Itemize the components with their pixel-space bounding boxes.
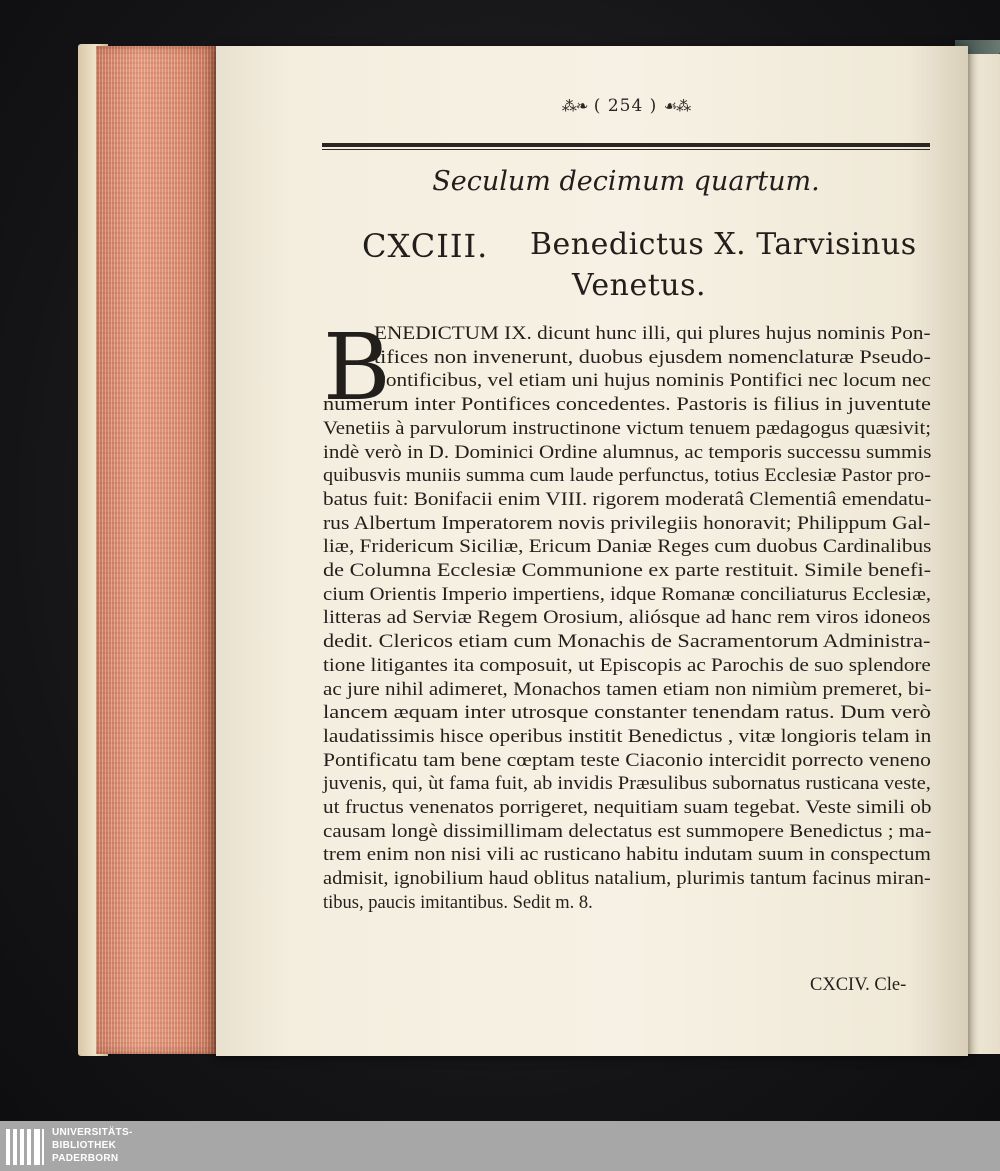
text-line: tione litigantes ita composuit, ut Episcopis ac Parochis de suo splendore	[323, 655, 931, 676]
ornament-right-icon: ☙⁂	[663, 97, 691, 115]
text-line: causam longè dissimillimam delectatus est summopere Benedictus ; ma-	[323, 821, 932, 842]
text-line: ENEDICTUM IX. dicunt hunc illi, qui plures hujus nominis Pon-	[374, 324, 931, 344]
text-line: cium Orientis Imperio impertiens, idque Romanæ conciliaturus Ecclesiæ,	[323, 584, 932, 605]
text-line: dedit. Clericos etiam cum Monachis de Sacramentorum Administra-	[323, 632, 931, 653]
text-line: numerum inter Pontifices concedentes. Pastoris is filius in juventute	[323, 395, 931, 416]
text-line: laudatissimis hisce operibus institit Benedictus , vitæ longioris telam in	[323, 726, 932, 747]
text-line: Pontificibus, vel etiam uni hujus nominis Pontifici nec locum nec	[374, 371, 932, 392]
drop-cap: B	[323, 314, 391, 421]
header-rule-thick	[322, 143, 930, 147]
library-name	[52, 1126, 133, 1165]
text-line: quibusvis muniis summa cum laude perfunctus, totius Ecclesiæ Pastor pro-	[323, 466, 931, 487]
text-line: lancem æquam inter utrosque constanter tenendam ratus. Dum verò	[323, 703, 931, 724]
chapter-title-line-1: Benedictus X. Tarvisinus	[530, 227, 917, 262]
text-line: tibus, paucis imitantibus. Sedit m. 8.	[323, 892, 593, 913]
text-line: batus fuit: Bonifacii enim VIII. rigorem moderatâ Clementiâ emendatu-	[323, 489, 932, 510]
catchword: CXCIV. Cle-	[810, 975, 907, 995]
library-logo-icon	[6, 1129, 46, 1165]
chapter-number: CXCIII.	[362, 227, 489, 265]
book-fore-edge	[96, 46, 218, 1054]
text-line: juvenis, qui, ùt fama fuit, ab invidis Præsulibus subornatus rusticana veste,	[323, 774, 931, 795]
header-rule-thin	[322, 149, 930, 150]
ornament-left-icon: ⁂❧	[561, 97, 588, 115]
text-line: litteras ad Serviæ Regem Orosium, aliósque ad hanc rem viros idoneos	[323, 608, 931, 629]
section-title: Seculum decimum quartum.	[432, 166, 820, 197]
library-name-line-3: PADERBORN	[52, 1153, 119, 1164]
page-header	[322, 96, 930, 116]
text-line: indè verò in D. Dominici Ordine alumnus, ac temporis successu summis	[323, 442, 932, 463]
page-number: ( 254 )	[593, 96, 658, 116]
text-line: de Columna Ecclesiæ Communione ex parte restituit. Simile benefi-	[323, 561, 932, 581]
facing-page-edge	[966, 54, 1000, 1054]
library-name-line-2: BIBLIOTHEK	[52, 1140, 117, 1151]
text-line: admisit, ignobilium haud oblitus natalium, plurimis tantum facinus miran-	[323, 869, 931, 890]
library-name-line-1: UNIVERSITÄTS-	[52, 1127, 133, 1138]
text-line: ut fructus venenatos porrigeret, nequitiam suam tegebat. Veste simili ob	[323, 798, 932, 818]
text-line: liæ, Fridericum Siciliæ, Ericum Daniæ Reges cum duobus Cardinalibus	[323, 537, 932, 558]
text-line: rus Albertum Imperatorem novis privilegiis honoravit; Philippum Gal-	[323, 513, 931, 534]
library-footer	[0, 1121, 1000, 1171]
text-line: trem enim non nisi vili ac rusticano habitu indutam suum in conspectum	[323, 845, 931, 866]
text-line: Venetiis à parvulorum instructinone victum tenuem pædagogus quæsivit;	[323, 418, 932, 439]
text-line: tifices non invenerunt, duobus ejusdem nomenclaturæ Pseudo-	[374, 347, 931, 368]
text-line: Pontificatu tam bene cœptam teste Ciaconio intercidit porrecto veneno	[323, 750, 931, 771]
chapter-title-line-2: Venetus.	[572, 268, 707, 303]
text-line: ac jure nihil adimeret, Monachos tamen etiam non nimiùm premeret, bi-	[323, 679, 932, 700]
